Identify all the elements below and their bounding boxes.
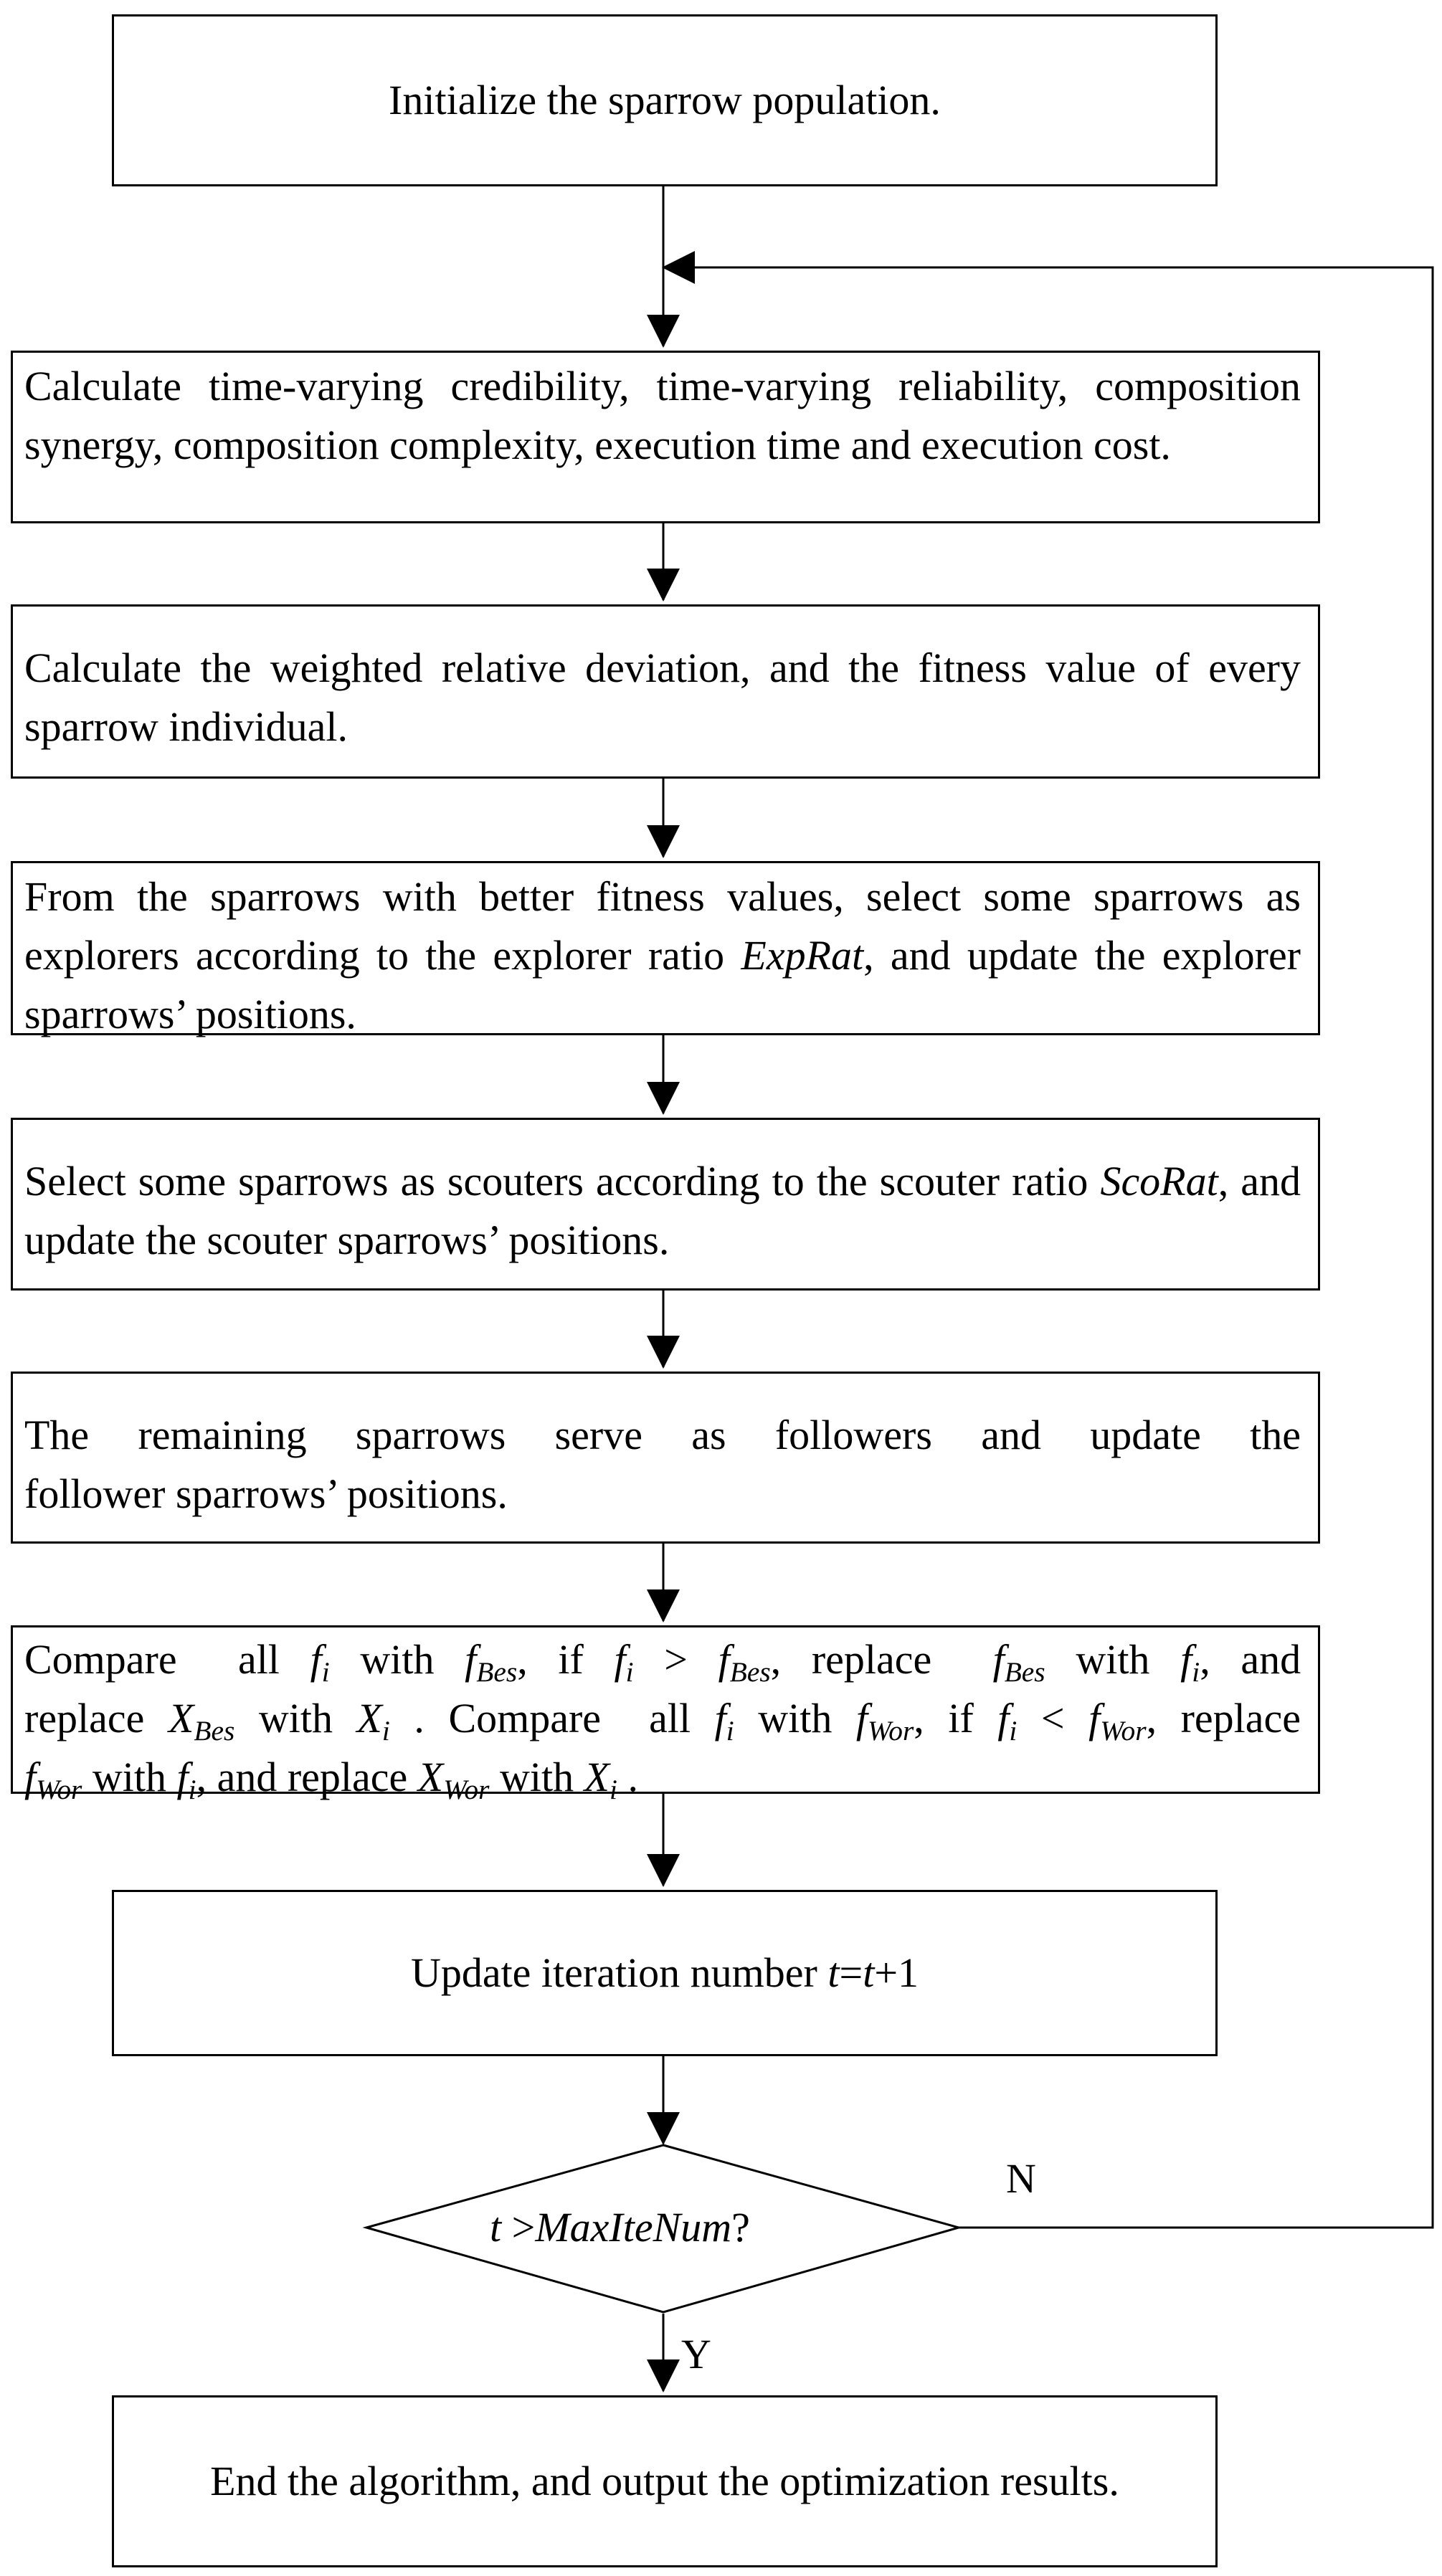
calc-fitness-step xyxy=(11,604,1320,779)
explorers-text-before: From the sparrows with better fitness values, select some sparrows as explorers according to the explorer ratio xyxy=(24,873,1301,979)
calc-metrics-text: Calculate time-varying credibility, time-varying reliability, composition synergy, composition complexity, execution time and execution cost. xyxy=(24,363,1301,468)
update-iteration-text: Update iteration number t=t+1 xyxy=(410,1949,919,1997)
end-step-text: End the algorithm, and output the optimization results. xyxy=(210,2458,1119,2505)
explorer-ratio-var: ExpRat xyxy=(741,932,864,979)
init-step xyxy=(112,14,1218,186)
init-step-text: Initialize the sparrow population. xyxy=(389,77,941,124)
compare-line-3: $f_{Wor}$ with $f_i$, and replace $X_{Wor}$ with $X_i$ . xyxy=(24,1754,638,1806)
update-iteration-step xyxy=(112,1890,1218,2056)
compare-line-1: Compare all $f_i$ with $f_{Bes}$, if $f_i > f_{Bes}$, replace $f_{Bes}$ with $f_i$, and xyxy=(24,1636,1301,1688)
followers-line-2: follower sparrows’ positions. xyxy=(24,1470,508,1517)
explorers-step xyxy=(11,861,1320,1035)
scouter-ratio-var: ScoRat xyxy=(1100,1158,1218,1204)
end-step xyxy=(112,2395,1218,2567)
compare-step xyxy=(11,1625,1320,1806)
explorers-text-after: , and update the explorer sparrows’ positions. xyxy=(24,932,1301,1037)
followers-line-1: The remaining sparrows serve as followers and update the xyxy=(24,1412,1301,1458)
scouters-step xyxy=(11,1118,1320,1291)
scouters-text-before: Select some sparrows as scouters according to the scouter ratio xyxy=(24,1158,1101,1204)
calc-metrics-step xyxy=(11,351,1320,523)
scouters-text-after: , and update the scouter sparrows’ positions. xyxy=(24,1158,1301,1263)
decision-condition-text: t >MaxIteNum? xyxy=(490,2204,750,2251)
followers-step xyxy=(11,1372,1320,1544)
decision-label-no: N xyxy=(1006,2155,1036,2202)
decision-label-yes: Y xyxy=(681,2331,711,2377)
compare-line-2: replace $X_{Bes}$ with $X_i$ . Compare all $f_i$ with $f_{Wor}$, if $f_i < f_{Wor}$, replace xyxy=(24,1695,1301,1747)
calc-fitness-text: Calculate the weighted relative deviation, and the fitness value of every sparrow individual. xyxy=(24,645,1301,750)
